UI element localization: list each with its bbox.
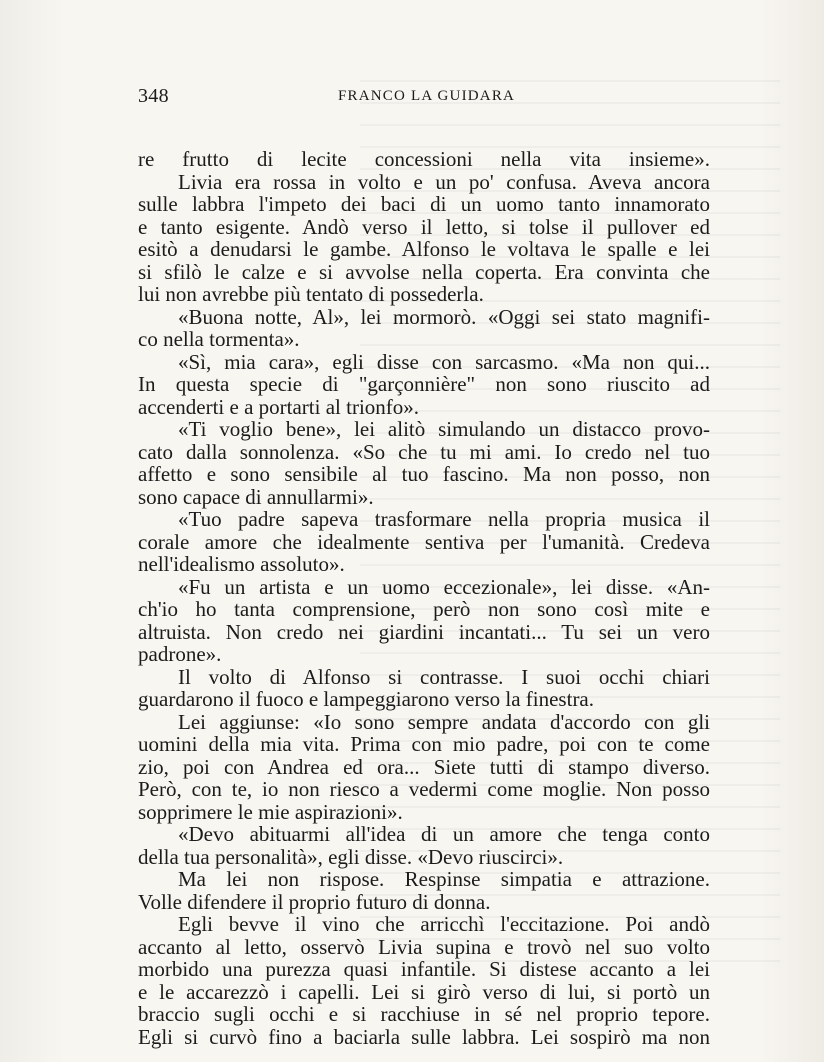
text-line: zio, poi con Andrea ed ora... Siete tutti di stampo diverso. (138, 754, 710, 779)
text-line: Ma lei non rispose. Respinse simpatia e attrazione. (178, 867, 710, 891)
text-line: della tua personalità», egli disse. «Devo riuscirci». (138, 844, 564, 869)
text-line: Volle difendere il proprio futuro di donna. (138, 889, 491, 914)
page-header (138, 84, 710, 112)
text-line: co nella tormenta». (138, 327, 300, 351)
text-line: esitò a denudarsi le gambe. Alfonso le voltava le spalle e lei (138, 237, 710, 261)
text-line: braccio sugli occhi e si racchiuse in sé nel proprio tepore. (138, 1002, 710, 1026)
text-line: re frutto di lecite concessioni nella vita insieme». (138, 147, 710, 171)
text-line: sono capace di annullarmi». (138, 484, 374, 509)
text-line: Il volto di Alfonso si contrasse. I suoi occhi chiari (178, 664, 710, 689)
text-line: accanto al letto, osservò Livia supina e trovò nel suo volto (138, 934, 710, 959)
text-line: uomini della mia vita. Prima con mio padre, poi con te come (138, 732, 710, 756)
text-line: Egli bevve il vino che arricchì l'eccitazione. Poi andò (178, 912, 710, 936)
text-line: «Tuo padre sapeva trasformare nella propria musica il (178, 507, 710, 531)
text-line: padrone». (138, 642, 222, 666)
text-line: si sfilò le calze e si avvolse nella coperta. Era convinta che (138, 259, 710, 284)
text-line: Livia era rossa in volto e un po' confusa. Aveva ancora (178, 169, 710, 194)
text-line: corale amore che idealmente sentiva per l'umanità. Credeva (138, 529, 710, 554)
text-line: cato dalla sonnolenza. «So che tu mi ami. Io credo nel tuo (138, 439, 710, 464)
text-line: Però, con te, io non riesco a vedermi come moglie. Non posso (138, 777, 710, 801)
text-line: «Buona notte, Al», lei mormorò. «Oggi sei stato magnifi- (178, 304, 710, 329)
text-line: accenderti e a portarti al trionfo». (138, 394, 420, 419)
text-line: «Devo abituarmi all'idea di un amore che tenga conto (178, 822, 710, 846)
body-text (138, 148, 710, 1048)
text-line: sopprimere le mie aspirazioni». (138, 799, 403, 824)
text-line: lui non avrebbe più tentato di possederla. (138, 282, 484, 306)
page-number: 348 (138, 85, 169, 107)
text-line: morbido una purezza quasi infantile. Si distese accanto a lei (138, 957, 710, 981)
text-line: guardarono il fuoco e lampeggiarono verso la finestra. (138, 687, 595, 711)
text-line: «Ti voglio bene», lei alitò simulando un distacco provo- (178, 417, 710, 441)
text-line: Lei aggiunse: «Io sono sempre andata d'accordo con gli (178, 709, 710, 734)
text-line: In questa specie di "garçonnière" non sono riuscito ad (138, 372, 710, 396)
text-line: e tanto esigente. Andò verso il letto, si tolse il pullover ed (138, 214, 710, 239)
text-line: ch'io ho tanta comprensione, però non sono così mite e (138, 597, 710, 621)
text-line: Egli si curvò fino a baciarla sulle labbra. Lei sospirò ma non (138, 1024, 710, 1049)
text-line: affetto e sono sensibile al tuo fascino. Ma non posso, non (138, 462, 710, 486)
text-line: «Sì, mia cara», egli disse con sarcasmo. «Ma non qui... (178, 349, 710, 374)
running-head: FRANCO LA GUIDARA (338, 88, 516, 104)
text-line: sulle labbra l'impeto dei baci di un uomo tanto innamorato (138, 192, 710, 216)
text-line: e le accarezzò i capelli. Lei si girò verso di lui, si portò un (138, 979, 710, 1004)
text-line: nell'idealismo assoluto». (138, 552, 345, 576)
text-line: altruista. Non credo nei giardini incantati... Tu sei un vero (138, 619, 710, 644)
text-line: «Fu un artista e un uomo eccezionale», lei disse. «An- (178, 574, 710, 599)
